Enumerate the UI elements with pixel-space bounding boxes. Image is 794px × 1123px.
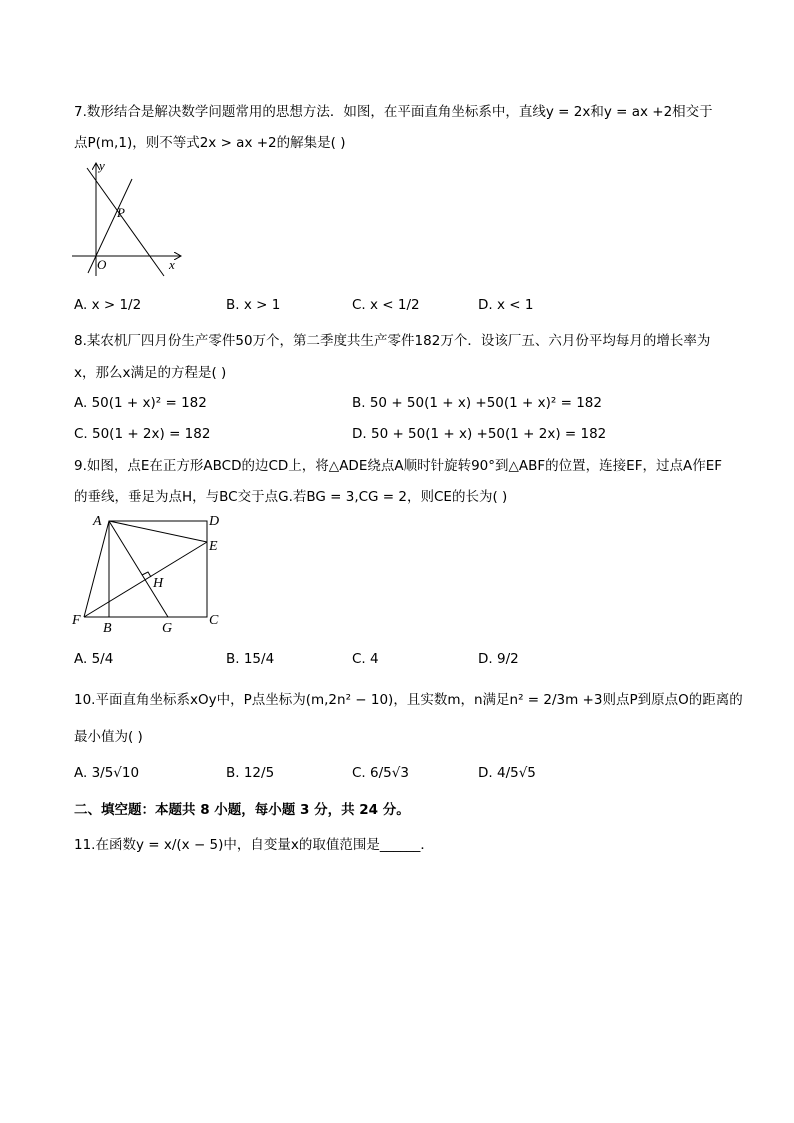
q10-option-a[interactable]: A. 3/5√10 [74, 765, 140, 781]
q9-segment-af [84, 521, 109, 617]
q7-graph-figure [68, 158, 188, 280]
q7-label-o: O [97, 257, 107, 272]
q8-option-c[interactable]: C. 50(1 + 2x) = 182 [74, 426, 211, 442]
section-2-heading: 二、填空题：本题共 8 小题，每小题 3 分，共 24 分。 [74, 802, 410, 818]
q9-stem-line1: 9.如图，点E在正方形ABCD的边CD上，将△ADE绕点A顺时针旋转90°到△ABF的位置，连接EF，过点A作EF [74, 458, 722, 474]
q9-option-b[interactable]: B. 15/4 [226, 651, 275, 667]
q9-label-a: A [93, 514, 102, 529]
q9-label-h: H [153, 576, 164, 591]
q7-label-x: x [169, 257, 175, 272]
q11-stem: 11.在函数y = x/(x − 5)中，自变量x的取值范围是______． [74, 837, 434, 853]
q7-stem-line2: 点P(m,1)，则不等式2x > ax +2的解集是( ) [74, 135, 346, 151]
q8-option-b[interactable]: B. 50 + 50(1 + x) +50(1 + x)² = 182 [352, 395, 602, 411]
q7-option-b[interactable]: B. x > 1 [226, 297, 281, 313]
q7-option-a[interactable]: A. x > 1/2 [74, 297, 142, 313]
q7-option-d[interactable]: D. x < 1 [478, 297, 534, 313]
q8-option-d[interactable]: D. 50 + 50(1 + x) +50(1 + 2x) = 182 [352, 426, 607, 442]
q9-square-abcd [109, 521, 207, 617]
q10-option-d[interactable]: D. 4/5√5 [478, 765, 536, 781]
q10-option-c[interactable]: C. 6/5√3 [352, 765, 409, 781]
q7-stem-line1: 7.数形结合是解决数学问题常用的思想方法．如图，在平面直角坐标系中，直线y = 2x和y = ax +2相交于 [74, 104, 713, 120]
q8-stem-line2: x，那么x满足的方程是( ) [74, 365, 227, 381]
q9-square-figure [66, 508, 234, 636]
q9-label-g: G [162, 621, 173, 636]
q9-segment-ae [109, 521, 207, 542]
q9-segment-ag [109, 521, 168, 617]
q8-stem-line1: 8.某农机厂四月份生产零件50万个，第二季度共生产零件182万个．设该厂五、六月份平均每月的增长率为 [74, 333, 711, 349]
q10-option-b[interactable]: B. 12/5 [226, 765, 275, 781]
q7-label-p: P [117, 205, 125, 220]
q8-option-a[interactable]: A. 50(1 + x)² = 182 [74, 395, 207, 411]
q9-label-c: C [209, 613, 219, 628]
q7-label-y: y [99, 158, 105, 173]
q9-label-e: E [209, 539, 218, 554]
q9-option-c[interactable]: C. 4 [352, 651, 379, 667]
q9-label-f: F [72, 613, 81, 628]
q9-label-d: D [209, 514, 220, 529]
q7-option-c[interactable]: C. x < 1/2 [352, 297, 420, 313]
q9-option-d[interactable]: D. 9/2 [478, 651, 519, 667]
q10-stem-line1: 10.平面直角坐标系xOy中，P点坐标为(m,2n² − 10)，且实数m，n满足n² = 2/3m +3则点P到原点O的距离的 [74, 692, 743, 708]
q9-label-b: B [103, 621, 112, 636]
q7-line-y2x [88, 179, 132, 273]
q9-stem-line2: 的垂线，垂足为点H，与BC交于点G.若BG = 3,CG = 2，则CE的长为( ) [74, 489, 508, 505]
q10-stem-line2: 最小值为( ) [74, 729, 143, 745]
q9-option-a[interactable]: A. 5/4 [74, 651, 114, 667]
